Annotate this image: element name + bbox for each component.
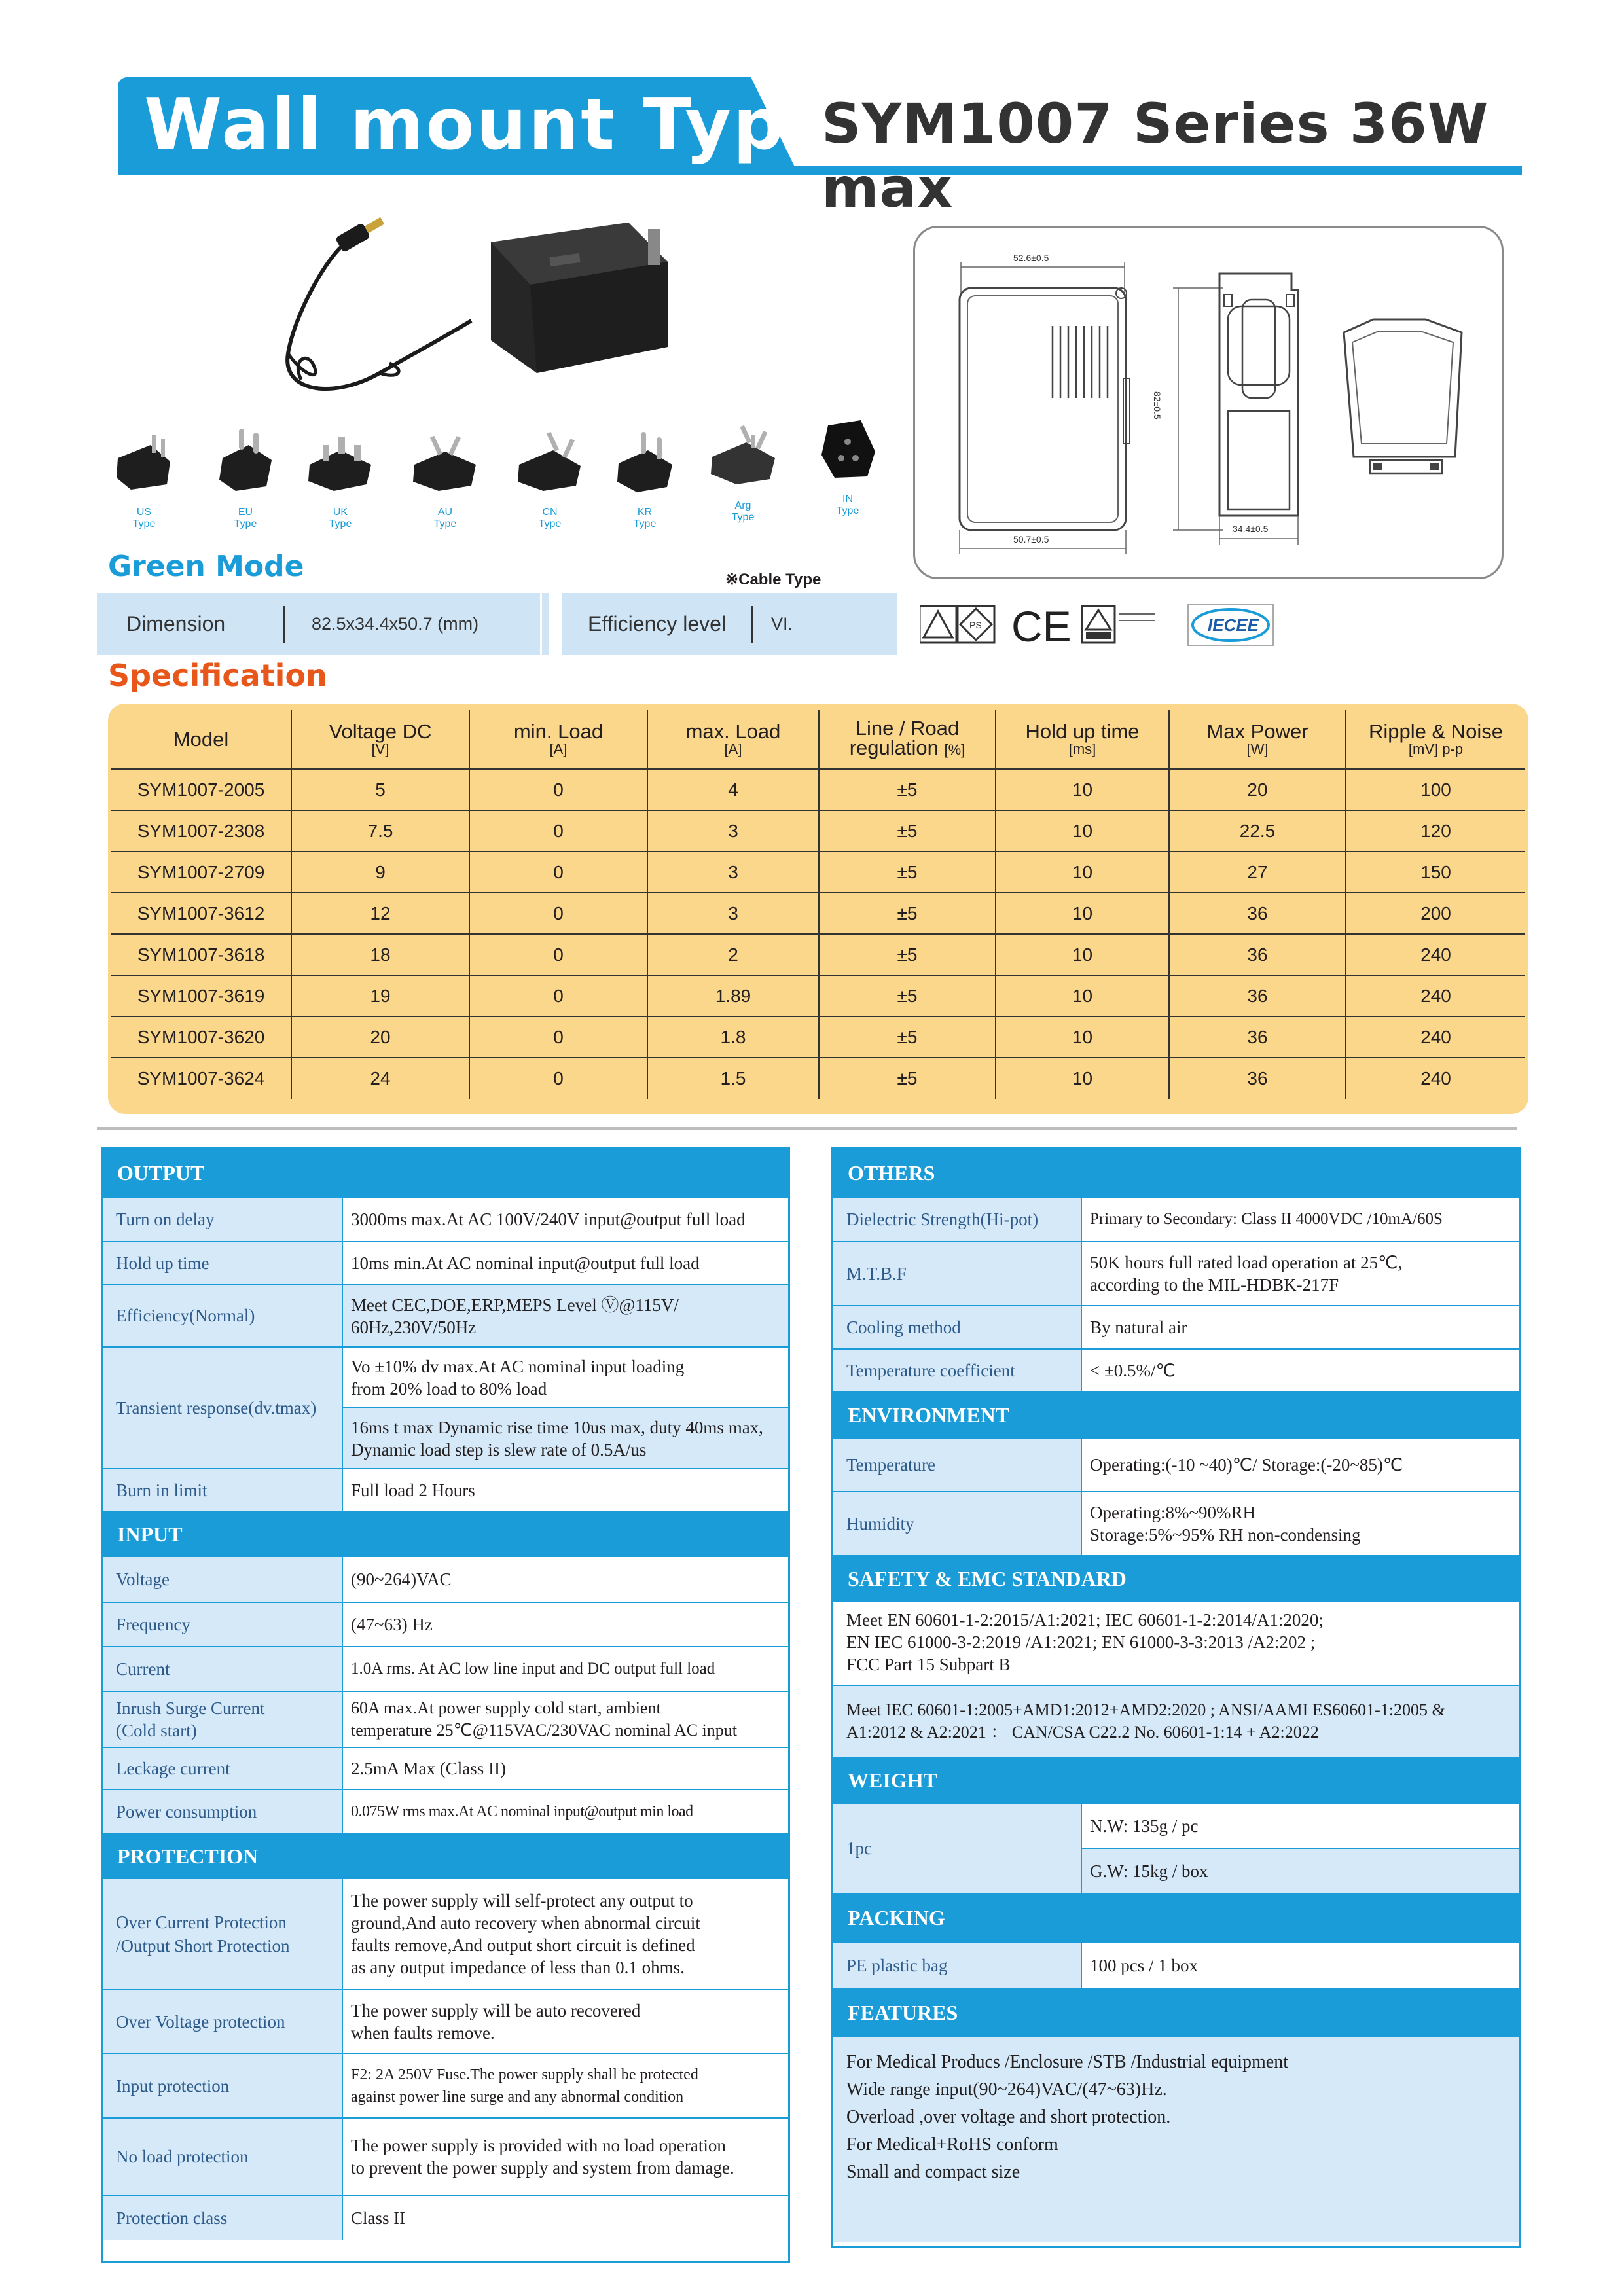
row-value: Operating:(-10 ~40)℃/ Storage:(-20~85)℃	[1090, 1455, 1403, 1475]
table-cell: 3	[647, 810, 819, 852]
table-row	[103, 1989, 788, 2053]
row-key: Hold up time	[103, 1242, 343, 1284]
model-cell: SYM1007-3619	[111, 975, 291, 1016]
table-cell: 24	[291, 1058, 469, 1099]
iecee-mark-icon	[1188, 605, 1273, 645]
table-cell: 10	[996, 1058, 1169, 1099]
plug-au	[409, 432, 481, 530]
plug-eu	[209, 429, 281, 530]
table-cell: 36	[1169, 1016, 1346, 1058]
row-value: N.W: 135g / pc	[1090, 1816, 1199, 1836]
plug-kr	[609, 432, 681, 530]
adapter-photo	[275, 216, 687, 406]
bar-gap	[540, 593, 542, 655]
table-cell: 1.8	[647, 1016, 819, 1058]
table-cell: ±5	[819, 1058, 996, 1099]
series-title: SYM1007 Series 36W max	[821, 92, 1489, 220]
table-row	[103, 1346, 788, 1468]
row-key: Turn on delay	[103, 1198, 343, 1241]
table-cell: ±5	[819, 975, 996, 1016]
table-cell: 1.5	[647, 1058, 819, 1099]
plug-cn	[514, 432, 586, 530]
plug-type-label: Type	[538, 518, 562, 529]
table-cell: 36	[1169, 1058, 1346, 1099]
row-key: No load protection	[103, 2119, 343, 2195]
row-value-group	[1082, 1804, 1519, 1893]
row-key: M.T.B.F	[833, 1242, 1082, 1305]
model-cell: SYM1007-3618	[111, 934, 291, 975]
table-row	[833, 1804, 1519, 1893]
row-value: 10ms min.At AC nominal input@output full load	[351, 1253, 700, 1273]
table-cell: 36	[1169, 975, 1346, 1016]
dim-width-top: 52.6±0.5	[1013, 253, 1049, 263]
table-row	[111, 893, 1525, 934]
environment-section-header: ENVIRONMENT	[833, 1391, 1519, 1439]
table-header-row	[111, 710, 1525, 769]
table-cell: 20	[1169, 769, 1346, 810]
row-key: PE plastic bag	[833, 1943, 1082, 1988]
row-value: Vo ±10% dv max.At AC nominal input loading from 20% load to 80% load	[351, 1356, 685, 1399]
table-cell: 27	[1169, 852, 1346, 893]
feature-item: For Medical+RoHS conform	[846, 2134, 1058, 2155]
efficiency-label: Efficiency level	[588, 612, 727, 636]
weight-section-header: WEIGHT	[833, 1757, 1519, 1804]
col-header: max. Load [A]	[647, 710, 819, 769]
table-row	[103, 1747, 788, 1789]
row-value: By natural air	[1090, 1318, 1187, 1337]
plug-label: UK	[333, 507, 348, 518]
pse-mark-icon	[958, 606, 994, 643]
triangle-mark-icon	[920, 606, 956, 643]
safety-line: EN IEC 61000-3-2:2019 /A1:2021; EN 61000-3-3:2013 /A2:202 ;	[846, 1632, 1316, 1652]
row-value: Class II	[351, 2208, 406, 2228]
table-row	[833, 1241, 1519, 1305]
table-cell: 0	[469, 1058, 647, 1099]
table-cell: 20	[291, 1016, 469, 1058]
row-key: Current	[103, 1647, 343, 1691]
table-row	[103, 1646, 788, 1691]
features-section-header: FEATURES	[833, 1988, 1519, 2037]
table-row	[103, 2195, 788, 2240]
row-value: 3000ms max.At AC 100V/240V input@output full load	[351, 1210, 746, 1229]
bar-gap	[549, 593, 562, 655]
table-row	[103, 1602, 788, 1646]
table-cell: ±5	[819, 1016, 996, 1058]
plug-type-label: Type	[234, 518, 257, 529]
row-value-group	[343, 1348, 788, 1468]
row-key: Humidity	[833, 1492, 1082, 1555]
table-cell: 10	[996, 769, 1169, 810]
table-cell: ±5	[819, 893, 996, 934]
col-header: Hold up time [ms]	[996, 710, 1169, 769]
table-cell: 10	[996, 810, 1169, 852]
others-section-header: OTHERS	[833, 1149, 1519, 1198]
row-value: Meet CEC,DOE,ERP,MEPS Level Ⓥ@115V/ 60Hz,230V/50Hz	[351, 1295, 679, 1337]
separator	[751, 606, 753, 643]
uk-plug-icon	[304, 432, 376, 492]
specification-title: Specification	[108, 658, 327, 693]
plug-uk	[304, 432, 376, 530]
plug-label: KR	[637, 507, 653, 518]
model-cell: SYM1007-3612	[111, 893, 291, 934]
svg-text:PS: PS	[969, 620, 982, 630]
row-value: 60A max.At power supply cold start, ambient temperature 25℃@115VAC/230VAC nominal AC input	[351, 1698, 737, 1740]
row-key: Dielectric Strength(Hi-pot)	[833, 1198, 1082, 1241]
row-value: (47~63) Hz	[351, 1615, 433, 1634]
section-divider	[97, 1127, 1517, 1130]
table-row	[111, 934, 1525, 975]
table-cell: 4	[647, 769, 819, 810]
model-cell: SYM1007-3624	[111, 1058, 291, 1099]
cable-type-note: ※Cable Type	[725, 571, 821, 588]
table-row	[111, 1016, 1525, 1058]
col-header: Ripple & Noise [mV] p-p	[1346, 710, 1525, 769]
plug-types	[108, 432, 887, 543]
dim-height: 82±0.5	[1152, 391, 1163, 420]
green-mode-title: Green Mode	[108, 550, 304, 583]
table-cell: 12	[291, 893, 469, 934]
table-cell: 3	[647, 852, 819, 893]
row-key: Over Current Protection /Output Short Protection	[103, 1879, 343, 1989]
safety-line: Meet EN 60601-1-2:2015/A1:2021; IEC 60601-1-2:2014/A1:2020;	[846, 1610, 1324, 1630]
table-row	[103, 1789, 788, 1833]
row-value: 50K hours full rated load operation at 25℃, according to the MIL-HDBK-217F	[1090, 1253, 1403, 1295]
specification-rows	[111, 769, 1525, 1099]
plug-label: CN	[542, 507, 558, 518]
row-value: 100 pcs / 1 box	[1090, 1956, 1198, 1975]
safety-standards-block	[833, 1685, 1519, 1757]
safety-line: Meet IEC 60601-1:2005+AMD1:2012+AMD2:2020 ; ANSI/AAMI ES60601-1:2005 &	[846, 1700, 1445, 1719]
model-cell: SYM1007-2308	[111, 810, 291, 852]
dimension-value: 82.5x34.4x50.7 (mm)	[312, 614, 479, 634]
table-row	[833, 1348, 1519, 1391]
safety-line: FCC Part 15 Subpart B	[846, 1655, 1011, 1674]
table-row	[833, 1305, 1519, 1348]
table-cell: 100	[1346, 769, 1525, 810]
green-mode-bar	[97, 593, 897, 655]
row-key: Temperature	[833, 1439, 1082, 1491]
plug-in	[812, 419, 884, 517]
table-cell: 5	[291, 769, 469, 810]
table-row	[103, 1691, 788, 1747]
table-row	[111, 769, 1525, 810]
table-cell: 0	[469, 852, 647, 893]
protection-section-header: PROTECTION	[103, 1833, 788, 1879]
plug-type-label: Type	[329, 518, 352, 529]
table-cell: 120	[1346, 810, 1525, 852]
model-cell: SYM1007-3620	[111, 1016, 291, 1058]
feature-item: Small and compact size	[846, 2162, 1020, 2182]
plug-type-label: Type	[731, 512, 755, 523]
table-cell: 10	[996, 893, 1169, 934]
table-cell: 240	[1346, 1058, 1525, 1099]
table-cell: 150	[1346, 852, 1525, 893]
table-row	[103, 1198, 788, 1241]
safety-section-header: SAFETY & EMC STANDARD	[833, 1555, 1519, 1602]
row-key: Inrush Surge Current (Cold start)	[103, 1692, 343, 1747]
row-value: F2: 2A 250V Fuse.The power supply shall be protected against power line surge and any abnormal condition	[351, 2066, 698, 2106]
row-key: Power consumption	[103, 1790, 343, 1833]
dim-depth: 34.4±0.5	[1233, 524, 1269, 534]
row-value: G.W: 15kg / box	[1082, 1848, 1519, 1893]
table-cell: 7.5	[291, 810, 469, 852]
table-cell: 0	[469, 934, 647, 975]
output-section-header: OUTPUT	[103, 1149, 788, 1198]
plug-type-label: Type	[633, 518, 657, 529]
au-plug-icon	[409, 432, 481, 492]
feature-item: Wide range input(90~264)VAC/(47~63)Hz.	[846, 2079, 1167, 2100]
plug-us	[108, 432, 180, 530]
input-section-header: INPUT	[103, 1511, 788, 1557]
row-value: < ±0.5%/℃	[1090, 1361, 1176, 1380]
packing-section-header: PACKING	[833, 1893, 1519, 1943]
table-cell: 2	[647, 934, 819, 975]
col-header: Voltage DC [V]	[291, 710, 469, 769]
row-key: Efficiency(Normal)	[103, 1285, 343, 1346]
left-spec-panel	[101, 1147, 790, 2263]
plug-label: IN	[842, 493, 853, 505]
plug-type-label: Type	[132, 518, 156, 529]
row-key: Burn in limit	[103, 1469, 343, 1511]
separator	[283, 606, 285, 643]
efficiency-value: VI.	[771, 614, 793, 634]
cn-plug-icon	[514, 432, 586, 492]
table-row	[833, 1943, 1519, 1988]
outline-drawing-icon	[915, 228, 1502, 577]
table-cell: 10	[996, 975, 1169, 1016]
plug-label: US	[136, 507, 152, 518]
table-row	[103, 2053, 788, 2117]
row-key: Transient response(dv.tmax)	[103, 1348, 343, 1468]
col-header: Max Power [W]	[1169, 710, 1346, 769]
row-key: Frequency	[103, 1603, 343, 1646]
table-cell: 18	[291, 934, 469, 975]
plug-label: AU	[437, 507, 453, 518]
row-value: 2.5mA Max (Class II)	[351, 1759, 506, 1778]
table-cell: 3	[647, 893, 819, 934]
col-header: min. Load [A]	[469, 710, 647, 769]
arg-plug-icon	[707, 425, 779, 486]
kr-plug-icon	[612, 432, 677, 492]
table-cell: 240	[1346, 934, 1525, 975]
table-cell: ±5	[819, 769, 996, 810]
table-cell: 19	[291, 975, 469, 1016]
table-row	[111, 852, 1525, 893]
table-cell: 1.89	[647, 975, 819, 1016]
row-value: Full load 2 Hours	[351, 1480, 475, 1500]
table-cell: 36	[1169, 934, 1346, 975]
table-row	[833, 1439, 1519, 1491]
row-key: Voltage	[103, 1557, 343, 1602]
feature-item: Overload ,over voltage and short protection.	[846, 2107, 1171, 2127]
row-value: The power supply is provided with no load operation to prevent the power supply and system from damage.	[351, 2136, 734, 2178]
table-cell: 0	[469, 810, 647, 852]
row-value: Operating:8%~90%RH Storage:5%~95% RH non-condensing	[1090, 1503, 1361, 1545]
table-row	[111, 975, 1525, 1016]
table-cell: 0	[469, 893, 647, 934]
table-cell: 10	[996, 934, 1169, 975]
col-header: Model	[173, 727, 229, 751]
in-plug-icon	[815, 419, 880, 479]
row-key: Over Voltage protection	[103, 1990, 343, 2053]
table-cell: 22.5	[1169, 810, 1346, 852]
model-cell: SYM1007-2005	[111, 769, 291, 810]
row-value: Primary to Secondary: Class II 4000VDC /10mA/60S	[1090, 1210, 1443, 1228]
row-key: Cooling method	[833, 1306, 1082, 1348]
table-row	[833, 1491, 1519, 1555]
table-cell: 0	[469, 769, 647, 810]
col-header: Line / Road regulation [%]	[819, 710, 996, 769]
table-row	[103, 1284, 788, 1346]
table-row	[103, 1557, 788, 1602]
table-cell: ±5	[819, 852, 996, 893]
table-row	[111, 810, 1525, 852]
us-plug-icon	[111, 432, 177, 492]
table-row	[103, 2117, 788, 2195]
row-value: 0.075W rms max.At AC nominal input@output min load	[351, 1803, 693, 1820]
model-cell: SYM1007-2709	[111, 852, 291, 893]
row-key: 1pc	[833, 1804, 1082, 1893]
table-cell: 240	[1346, 1016, 1525, 1058]
row-value: The power supply will be auto recovered when faults remove.	[351, 2001, 641, 2043]
table-row	[103, 1241, 788, 1284]
certification-marks	[920, 601, 1312, 648]
safety-standards-block	[833, 1602, 1519, 1685]
table-cell: 9	[291, 852, 469, 893]
table-cell: 36	[1169, 893, 1346, 934]
features-list	[833, 2037, 1519, 2242]
dimension-drawing	[913, 226, 1504, 579]
table-cell: 0	[469, 1016, 647, 1058]
row-key: Protection class	[103, 2196, 343, 2240]
page-title: Wall mount Type	[144, 84, 836, 166]
table-row	[103, 1468, 788, 1511]
plug-type-label: Type	[433, 518, 457, 529]
plug-arg	[707, 425, 779, 524]
row-value: 1.0A rms. At AC low line input and DC output full load	[351, 1660, 715, 1677]
table-cell: 200	[1346, 893, 1525, 934]
table-row	[833, 1198, 1519, 1241]
dimension-label: Dimension	[126, 612, 226, 636]
specification-table	[111, 710, 1525, 1099]
table-row	[103, 1879, 788, 1989]
plug-label: EU	[238, 507, 253, 518]
eu-plug-icon	[213, 429, 278, 492]
tuv-mark-icon	[1082, 606, 1155, 643]
table-cell: 10	[996, 1016, 1169, 1058]
table-cell: ±5	[819, 810, 996, 852]
svg-text:CE: CE	[1011, 602, 1072, 648]
table-cell: 10	[996, 852, 1169, 893]
feature-item: For Medical Producs /Enclosure /STB /Industrial equipment	[846, 2052, 1289, 2072]
dim-width-bottom: 50.7±0.5	[1013, 534, 1049, 545]
table-cell: 240	[1346, 975, 1525, 1016]
row-value: The power supply will self-protect any output to ground,And auto recovery when abnormal circuit faults remove,And output short circuit is defined as any output impedance of less than 0.1 ohms.	[351, 1891, 700, 1977]
row-value: (90~264)VAC	[351, 1570, 452, 1589]
row-key: Leckage current	[103, 1748, 343, 1789]
plug-type-label: Type	[836, 505, 859, 516]
plug-label: Arg	[734, 500, 751, 511]
ce-mark-icon	[1011, 602, 1072, 648]
row-key: Input protection	[103, 2054, 343, 2117]
table-cell: ±5	[819, 934, 996, 975]
svg-text:IECEE: IECEE	[1208, 615, 1259, 635]
table-cell: 0	[469, 975, 647, 1016]
right-spec-panel	[831, 1147, 1521, 2248]
safety-line: A1:2012 & A2:2021 ： CAN/CSA C22.2 No. 60601-1:14 + A2:2022	[846, 1723, 1319, 1742]
row-key: Temperature coefficient	[833, 1350, 1082, 1391]
row-value: 16ms t max Dynamic rise time 10us max, duty 40ms max, Dynamic load step is slew rate of 0.5A/us	[343, 1407, 788, 1468]
table-row	[111, 1058, 1525, 1099]
